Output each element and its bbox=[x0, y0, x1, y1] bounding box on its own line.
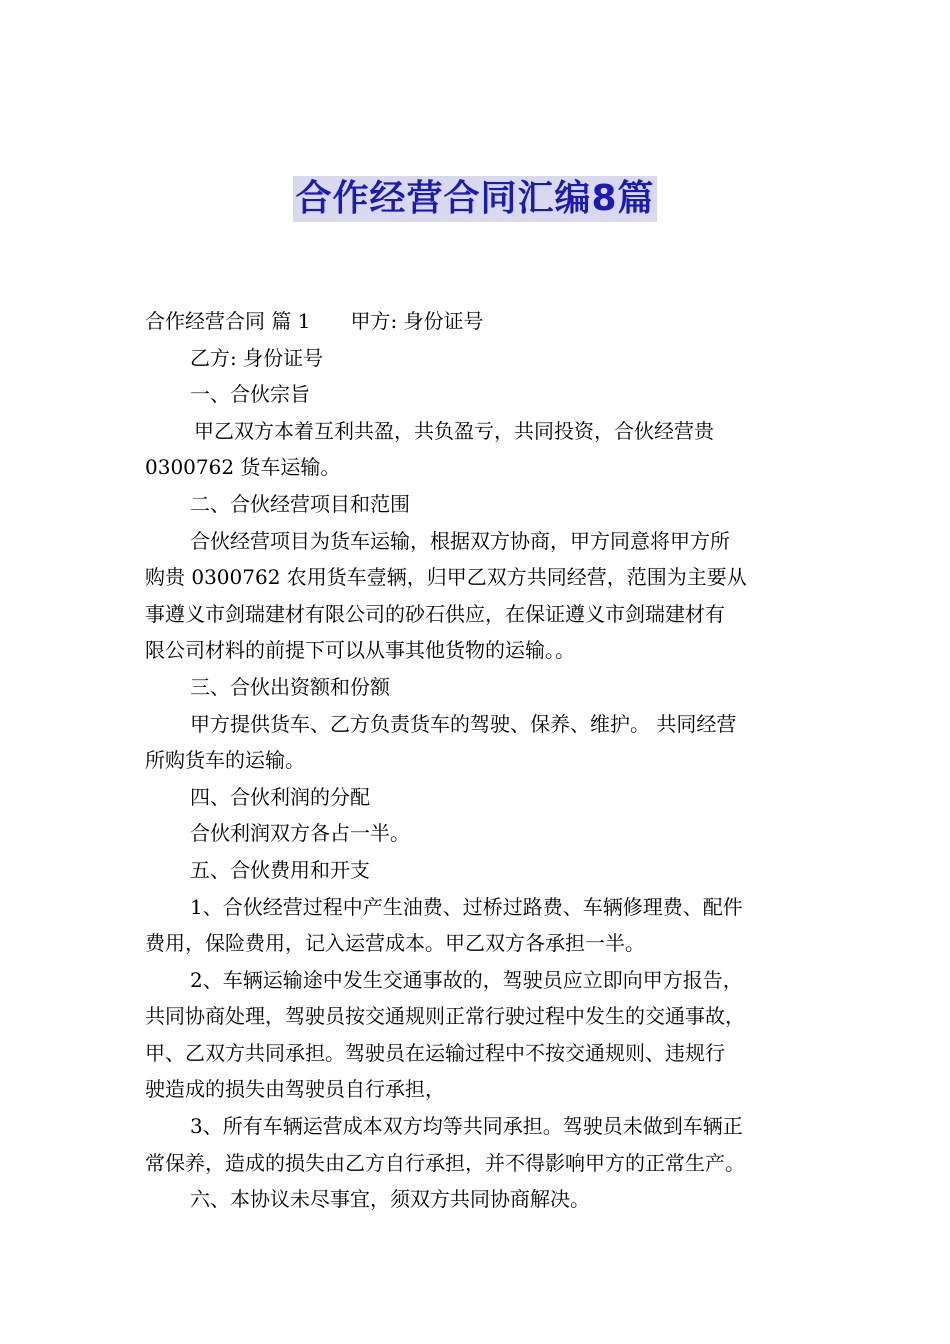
paragraph-line: 事遵义市剑瑞建材有限公司的砂石供应，在保证遵义市剑瑞建材有 bbox=[145, 601, 725, 626]
paragraph-line: 费用，保险费用，记入运营成本。甲乙双方各承担一半。 bbox=[145, 931, 645, 956]
paragraph-line: 1、合伙经营过程中产生油费、过桥过路费、车辆修理费、配件 bbox=[190, 894, 743, 919]
clause-heading: 四、合伙利润的分配 bbox=[190, 784, 370, 809]
paragraph-line: 合伙经营项目为货车运输，根据双方协商，甲方同意将甲方所 bbox=[190, 528, 730, 553]
paragraph-line: 3、所有车辆运营成本双方均等共同承担。驾驶员未做到车辆正 bbox=[190, 1114, 743, 1139]
title-block bbox=[0, 176, 950, 222]
clause-heading: 三、合伙出资额和份额 bbox=[190, 674, 390, 699]
section-heading: 合作经营合同 篇 1 bbox=[145, 309, 311, 333]
clause-heading: 一、合伙宗旨 bbox=[190, 382, 310, 407]
paragraph-line: 驶造成的损失由驾驶员自行承担， bbox=[145, 1077, 445, 1102]
paragraph-line: 限公司材料的前提下可以从事其他货物的运输。。 bbox=[145, 638, 575, 663]
document-title: 合作经营合同汇编8篇 bbox=[293, 176, 656, 222]
paragraph-line bbox=[145, 303, 810, 340]
clause-heading: 二、合伙经营项目和范围 bbox=[190, 491, 410, 516]
clause-heading: 五、合伙费用和开支 bbox=[190, 857, 370, 882]
paragraph-line: 所购货车的运输。 bbox=[145, 748, 305, 773]
party-b-line: 乙方: 身份证号 bbox=[190, 345, 324, 370]
paragraph-line: 合伙利润双方各占一半。 bbox=[190, 821, 410, 846]
paragraph-line: 甲乙双方本着互利共盈，共负盈亏，共同投资，合伙经营贵 bbox=[194, 418, 714, 443]
paragraph-line: 共同协商处理，驾驶员按交通规则正常行驶过程中发生的交通事故， bbox=[145, 1004, 745, 1029]
document-body bbox=[145, 303, 810, 1218]
paragraph-line: 2、车辆运输途中发生交通事故的，驾驶员应立即向甲方报告， bbox=[190, 967, 743, 992]
party-a-line: 甲方: 身份证号 bbox=[350, 309, 484, 333]
paragraph-line: 购贵 0300762 农用货车壹辆，归甲乙双方共同经营，范围为主要从 bbox=[145, 565, 747, 590]
paragraph-line: 甲方提供货车、乙方负责货车的驾驶、保养、维护。 共同经营 bbox=[190, 711, 737, 736]
clause-heading: 六、本协议未尽事宜，须双方共同协商解决。 bbox=[190, 1187, 590, 1212]
paragraph-line: 常保养，造成的损失由乙方自行承担，并不得影响甲方的正常生产。 bbox=[145, 1150, 745, 1175]
paragraph-line: 甲、乙双方共同承担。驾驶员在运输过程中不按交通规则、违规行 bbox=[145, 1040, 725, 1065]
paragraph-line: 0300762 货车运输。 bbox=[145, 455, 341, 480]
